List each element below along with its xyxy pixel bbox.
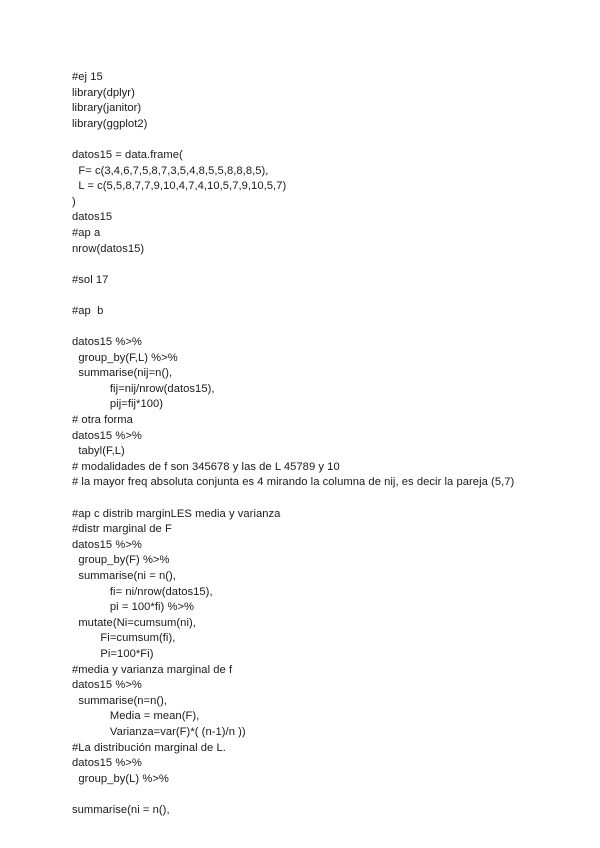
code-line: #sol 17 xyxy=(72,273,109,286)
code-line xyxy=(72,132,582,148)
code-line xyxy=(72,491,582,507)
code-line xyxy=(72,320,582,336)
code-line: library(janitor) xyxy=(72,102,142,115)
code-line: summarise(ni = n(), xyxy=(72,803,170,816)
code-line: #ap c distrib marginLES media y varianza xyxy=(72,507,281,520)
code-line: datos15 = data.frame( xyxy=(72,148,183,161)
code-line xyxy=(72,257,582,273)
code-line: nrow(datos15) xyxy=(72,242,145,255)
r-script-text xyxy=(72,70,582,819)
code-line: fi= ni/nrow(datos15), xyxy=(72,585,213,598)
code-line: fij=nij/nrow(datos15), xyxy=(72,382,215,395)
code-line: summarise(nij=n(), xyxy=(72,367,173,380)
code-line: #ej 15 xyxy=(72,71,103,83)
code-line: #La distribución marginal de L. xyxy=(72,741,226,754)
code-line: group_by(F,L) %>% xyxy=(72,351,178,364)
code-line: datos15 %>% xyxy=(72,538,142,551)
code-line: F= c(3,4,6,7,5,8,7,3,5,4,8,5,5,8,8,8,5), xyxy=(72,164,269,177)
code-line: #ap a xyxy=(72,226,101,239)
code-line: library(ggplot2) xyxy=(72,117,148,130)
code-line: datos15 %>% xyxy=(72,757,142,770)
code-line: Fi=cumsum(fi), xyxy=(72,632,176,645)
code-line: library(dplyr) xyxy=(72,86,135,99)
code-line: # la mayor freq absoluta conjunta es 4 mirando la columna de nij, es decir la pareja (5,7) xyxy=(72,476,515,489)
code-line: summarise(ni = n(), xyxy=(72,570,176,582)
code-line: ) xyxy=(72,195,76,208)
code-line: datos15 xyxy=(72,211,113,224)
code-line xyxy=(72,288,582,304)
code-line: Varianza=var(F)*( (n-1)/n )) xyxy=(72,725,246,738)
code-line: #distr marginal de F xyxy=(72,523,172,536)
code-line: pi = 100*fi) %>% xyxy=(72,601,195,614)
code-line: #media y varianza marginal de f xyxy=(72,663,233,676)
code-line: #ap b xyxy=(72,304,104,317)
code-line: tabyl(F,L) xyxy=(72,445,125,458)
code-line: summarise(n=n(), xyxy=(72,694,168,707)
code-line: group_by(L) %>% xyxy=(72,772,169,785)
code-line: datos15 %>% xyxy=(72,336,142,349)
code-line: mutate(Ni=cumsum(ni), xyxy=(72,616,196,629)
code-line: pij=fij*100) xyxy=(72,398,164,411)
code-line: datos15 %>% xyxy=(72,679,142,692)
code-line: group_by(F) %>% xyxy=(72,554,170,567)
code-line: # otra forma xyxy=(72,414,133,427)
code-line xyxy=(72,787,582,803)
code-line: L = c(5,5,8,7,7,9,10,4,7,4,10,5,7,9,10,5,7) xyxy=(72,180,287,193)
code-line: # modalidades de f son 345678 y las de L 45789 y 10 xyxy=(72,460,340,473)
code-line: Media = mean(F), xyxy=(72,710,200,723)
code-line: datos15 %>% xyxy=(72,429,142,442)
code-line: Pi=100*Fi) xyxy=(72,647,154,660)
